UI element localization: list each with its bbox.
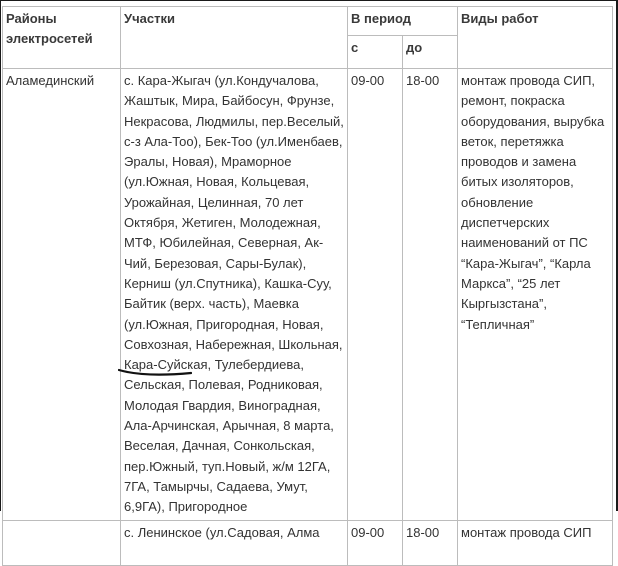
sites-cell: с. Ленинское (ул.Садовая, Алма [121,520,348,565]
to-time-cell: 18-00 [403,520,458,565]
district-cell [3,520,121,565]
from-time-cell: 09-00 [348,69,403,521]
table-row [3,69,613,521]
work-types-cell: монтаж провода СИП [458,520,613,565]
header-districts: Районы электросетей [3,7,121,69]
outage-schedule-table [2,6,613,566]
work-types-cell: монтаж провода СИП, ремонт, покраска оборудования, вырубка веток, перетяжка проводов и замена битых изоляторов, обновление диспетчерских наименований от ПС “Кара-Жыгач”, “Карла Маркса”, “25 лет Кыргызстана”, “Тепличная” [458,69,613,521]
district-cell: Аламединский [3,69,121,521]
header-to: до [403,36,458,69]
header-from: с [348,36,403,69]
header-sites: Участки [121,7,348,69]
header-period: В период [348,7,458,36]
header-work-types: Виды работ [458,7,613,69]
from-time-cell: 09-00 [348,520,403,565]
sites-cell: с. Кара-Жыгач (ул.Кондучалова, Жаштык, Мира, Байбосун, Фрунзе, Некрасова, Людмилы, пер.Веселый, с-з Ала-Тоо), Бек-Тоо (ул.Именбаев, Эралы, Новая), Мраморное (ул.Южная, Новая, Кольцевая, Урожайная, Целинная, 70 лет Октября, Жетиген, Молодежная, МТФ, Юбилейная, Северная, Ак-Чий, Березовая, Сары-Булак), Керниш (ул.Спутника), Кашка-Суу, Байтик (верх. часть), Маевка (ул.Южная, Пригородная, Новая, Совхозная, Набережная, Школьная, Кара-Суйская, Тулебердиева, Сельская, Полевая, Родниковая, Молодая Гвардия, Виноградная, Ала-Арчинская, Арычная, 8 марта, Веселая, Дачная, Сонкольская, пер.Южный, туп.Новый, ж/м 12ГА, 7ГА, Тамырчы, Садаева, Умут, 6,9ГА), Пригородное [121,69,348,521]
to-time-cell: 18-00 [403,69,458,521]
handwritten-underline-mark [118,367,192,377]
table-row [3,520,613,565]
